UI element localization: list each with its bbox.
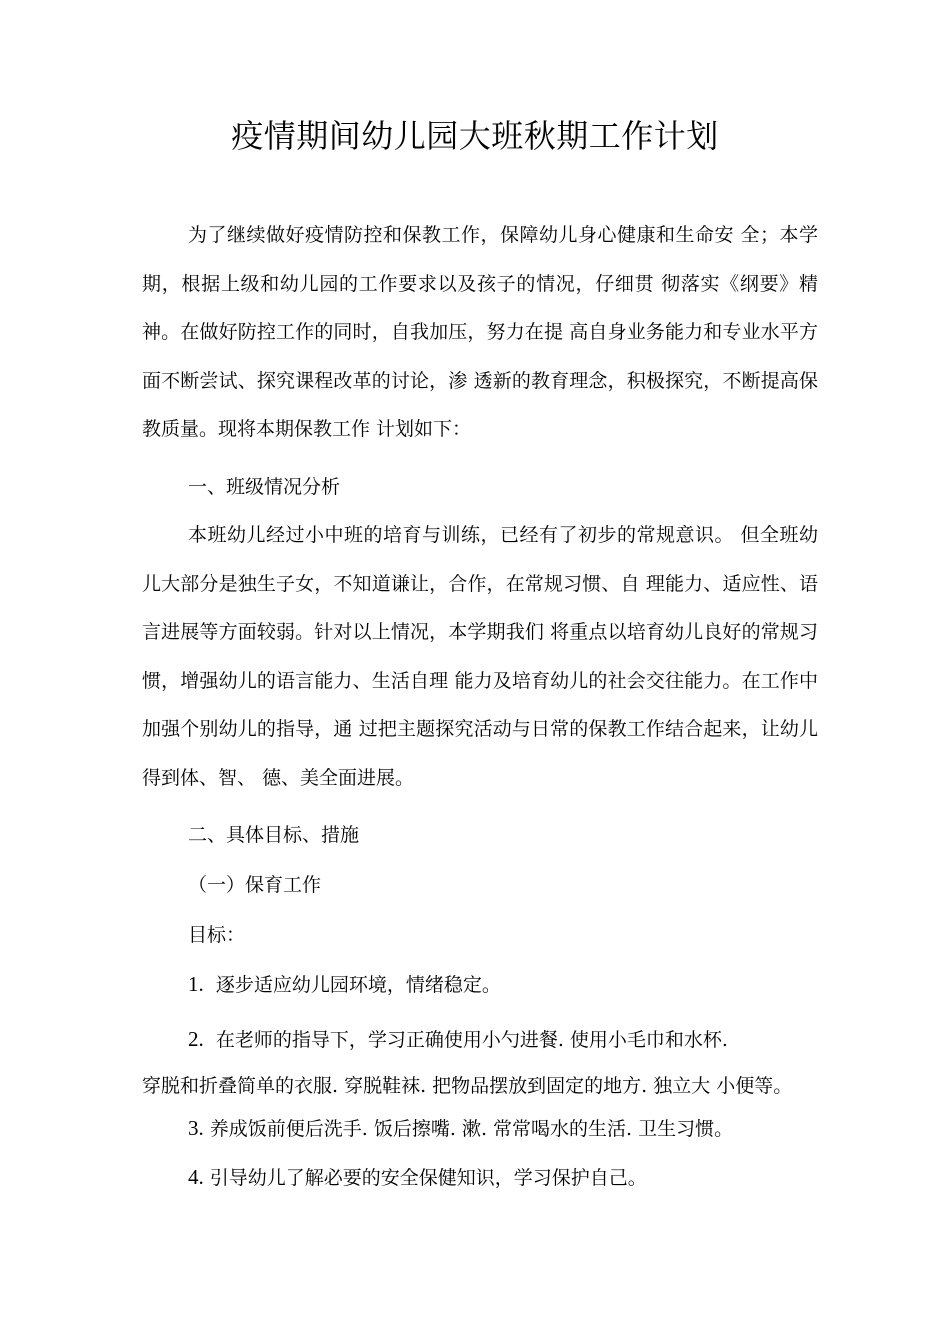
section2-heading: 二、具体目标、措施 — [188, 824, 360, 846]
goal-text: 逐步适应幼儿园环境，情绪稳定。 — [215, 974, 501, 996]
goal-text: 穿脱和折叠简单的衣服. 穿脱鞋袜. 把物品摆放到固定的地方. 独立大 小便等。 — [142, 1075, 793, 1097]
goal-item-2-continued — [142, 1071, 792, 1101]
goal-item-3 — [188, 1113, 733, 1144]
goal-text: 养成饭前便后洗手. 饭后擦嘴. 漱. 常常喝水的生活. 卫生习惯。 — [209, 1118, 734, 1140]
goal-text: 引导幼儿了解必要的安全保健知识，学习保护自己。 — [209, 1167, 647, 1189]
goal-item-4 — [188, 1162, 647, 1193]
goal-item-1 — [188, 969, 501, 1000]
goal-number: 4. — [188, 1165, 204, 1189]
goals-label: 目标： — [188, 924, 246, 946]
goal-number: 2. — [188, 1027, 204, 1051]
goal-number: 3. — [188, 1116, 204, 1140]
intro-paragraph: 为了继续做好疫情防控和保教工作，保障幼儿身心健康和生命安 全；本学期，根据上级和幼儿园的工作要求以及孩子的情况，仔细贯 彻落实《纲要》精神。在做好防控工作的同时，自我加压，努力在提 高自身业务能力和专业水平方面不断尝试、探究课程改革的讨论，渗 透新的教育理念，积极探究，不断提高保教质量。现将本期保教工作 计划如下： — [142, 224, 818, 440]
subsection1-heading: （一）保育工作 — [188, 874, 322, 896]
goal-text: 在老师的指导下，学习正确使用小勺进餐. 使用小毛巾和水杯. — [215, 1029, 728, 1051]
goal-item-2 — [188, 1024, 728, 1055]
section1-paragraph: 本班幼儿经过小中班的培育与训练，已经有了初步的常规意识。 但全班幼儿大部分是独生子女，不知道谦让，合作，在常规习惯、自 理能力、适应性、语言进展等方面较弱。针对以上情况，本学期我们 将重点以培育幼儿良好的常规习惯，增强幼儿的语言能力、生活自理 能力及培育幼儿的社会交往能力。在工作中加强个别幼儿的指导，通 过把主题探究活动与日常的保教工作结合起来，让幼儿得到体、智、 德、美全面进展。 — [142, 524, 818, 789]
section1-heading: 一、班级情况分析 — [188, 476, 341, 498]
document-title: 疫情期间幼儿园大班秋期工作计划 — [231, 117, 719, 155]
goal-number: 1. — [188, 972, 204, 996]
